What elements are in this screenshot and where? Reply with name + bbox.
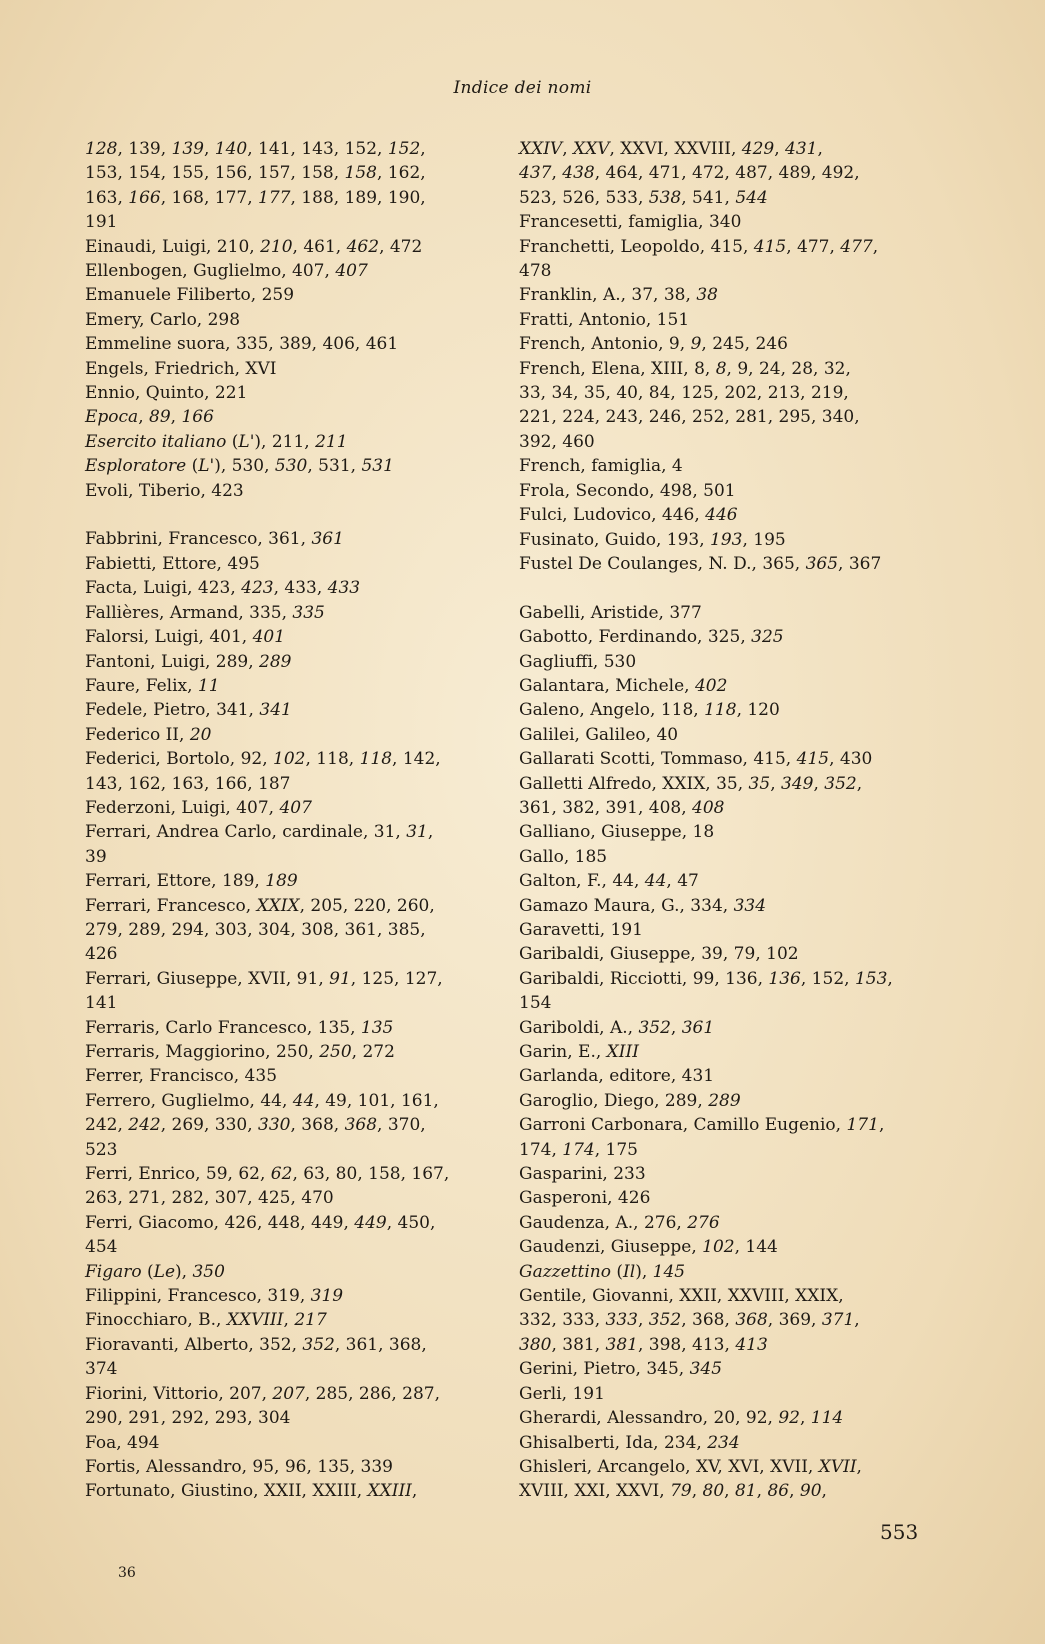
index-entry [85, 1284, 505, 1308]
section-gap [85, 503, 505, 527]
index-entry-line: 332, 333, 333, 352, 368, 368, 369, 371, [519, 1310, 860, 1331]
index-entry-line: Epoca, 89, 166 [85, 407, 214, 428]
index-entry-line: Finocchiaro, B., XXVIII, 217 [85, 1310, 327, 1331]
index-entry-line: Figaro (Le), 350 [85, 1261, 225, 1282]
index-entry-line: Ferraris, Carlo Francesco, 135, 135 [85, 1017, 394, 1038]
index-entry-line: Fallières, Armand, 335, 335 [85, 602, 325, 623]
index-entry-line: 478 [519, 261, 552, 282]
index-entry-line: Ennio, Quinto, 221 [85, 383, 248, 404]
index-entry-line: 523, 526, 533, 538, 541, 544 [519, 187, 768, 208]
index-entry-line: Fortis, Alessandro, 95, 96, 135, 339 [85, 1456, 393, 1477]
index-entry-line: Garroni Carbonara, Camillo Eugenio, 171, [519, 1115, 885, 1136]
index-entry [519, 1040, 939, 1064]
index-entry-line: Gabotto, Ferdinando, 325, 325 [519, 627, 784, 648]
index-entry-line: 380, 381, 381, 398, 413, 413 [519, 1334, 768, 1355]
index-entry-line: 523 [85, 1139, 118, 1160]
index-entry-line: Fedele, Pietro, 341, 341 [85, 700, 292, 721]
index-entry-line: Gerli, 191 [519, 1383, 605, 1404]
index-entry-line: 454 [85, 1237, 118, 1258]
index-entry [519, 845, 939, 869]
section-gap [519, 576, 939, 600]
index-entry [85, 357, 505, 381]
index-entry [85, 894, 505, 967]
index-entry [85, 1308, 505, 1332]
index-entry-line: 361, 382, 391, 408, 408 [519, 797, 725, 818]
index-entry-line: Gerini, Pietro, 345, 345 [519, 1359, 723, 1380]
index-entry-line: 426 [85, 944, 118, 965]
index-entry-line: 141 [85, 993, 118, 1014]
index-entry-line: Galton, F., 44, 44, 47 [519, 871, 699, 892]
index-entry-line: Ghisalberti, Ida, 234, 234 [519, 1432, 740, 1453]
index-entry-line: Ferrer, Francisco, 435 [85, 1066, 278, 1087]
index-entry [519, 283, 939, 307]
index-entry-line: Foa, 494 [85, 1432, 160, 1453]
index-entry [85, 1455, 505, 1479]
index-entry [85, 869, 505, 893]
index-entry-line: Gherardi, Alessandro, 20, 92, 92, 114 [519, 1408, 844, 1429]
index-column-left [85, 137, 505, 1504]
index-entry-line: Emanuele Filiberto, 259 [85, 285, 295, 306]
index-entry [519, 308, 939, 332]
index-entry-line: 191 [85, 212, 118, 233]
page-number: 553 [880, 1520, 919, 1544]
index-entry-line: Filippini, Francesco, 319, 319 [85, 1286, 344, 1307]
index-entry-line: Garavetti, 191 [519, 919, 643, 940]
index-entry-line: Falorsi, Luigi, 401, 401 [85, 627, 286, 648]
index-entry [85, 576, 505, 600]
index-entry [85, 625, 505, 649]
index-entry [519, 137, 939, 210]
index-entry [85, 1382, 505, 1431]
index-entry-line: French, Elena, XIII, 8, 8, 9, 24, 28, 32, [519, 358, 851, 379]
index-entry [519, 528, 939, 552]
index-entry [85, 1064, 505, 1088]
index-entry [85, 235, 505, 259]
index-entry-line: Franklin, A., 37, 38, 38 [519, 285, 718, 306]
index-entry [519, 1406, 939, 1430]
index-entry-line: Gaudenza, A., 276, 276 [519, 1212, 720, 1233]
index-entry-line: Franchetti, Leopoldo, 415, 415, 477, 477, [519, 236, 879, 257]
index-entry-line: Gasparini, 233 [519, 1164, 646, 1185]
index-entry-line: Gariboldi, A., 352, 361 [519, 1017, 715, 1038]
index-entry-line: Ferrero, Guglielmo, 44, 44, 49, 101, 161, [85, 1090, 439, 1111]
index-entry-line: 263, 271, 282, 307, 425, 470 [85, 1188, 334, 1209]
index-entry-line: 33, 34, 35, 40, 84, 125, 202, 213, 219, [519, 383, 849, 404]
index-entry-line: 392, 460 [519, 431, 595, 452]
index-entry [85, 552, 505, 576]
signature-mark: 36 [118, 1565, 136, 1581]
index-entry [519, 1162, 939, 1186]
index-entry-line: 290, 291, 292, 293, 304 [85, 1408, 291, 1429]
index-entry-line: Ferrari, Andrea Carlo, cardinale, 31, 31, [85, 822, 434, 843]
index-entry-line: Gasperoni, 426 [519, 1188, 651, 1209]
index-entry-line: 39 [85, 846, 107, 867]
index-entry [519, 942, 939, 966]
index-entry-line: Gallo, 185 [519, 846, 608, 867]
index-entry [85, 1089, 505, 1162]
index-entry-line: Fortunato, Giustino, XXII, XXIII, XXIII, [85, 1481, 418, 1502]
index-entry [85, 796, 505, 820]
index-entry [85, 1431, 505, 1455]
index-entry [519, 1211, 939, 1235]
index-entry-line: 128, 139, 139, 140, 141, 143, 152, 152, [85, 139, 426, 159]
index-entry-line: Gallarati Scotti, Tommaso, 415, 415, 430 [519, 749, 873, 770]
index-entry-line: Fioravanti, Alberto, 352, 352, 361, 368, [85, 1334, 427, 1355]
index-entry [519, 698, 939, 722]
index-entry-line: Federzoni, Luigi, 407, 407 [85, 797, 312, 818]
index-entry-line: Federico II, 20 [85, 724, 212, 745]
index-column-right [519, 137, 939, 1504]
index-entry-line: 153, 154, 155, 156, 157, 158, 158, 162, [85, 163, 426, 184]
index-entry [85, 1260, 505, 1284]
index-entry [519, 479, 939, 503]
index-entry-line: Ferri, Enrico, 59, 62, 62, 63, 80, 158, 167, [85, 1164, 450, 1185]
index-entry-line: Garlanda, editore, 431 [519, 1066, 715, 1087]
index-entry [519, 332, 939, 356]
index-entry [85, 259, 505, 283]
index-entry [85, 454, 505, 478]
index-entry-line: XXIV, XXV, XXVI, XXVIII, 429, 431, [519, 139, 823, 159]
index-entry-line: 242, 242, 269, 330, 330, 368, 368, 370, [85, 1115, 426, 1136]
index-entry-line: Galliano, Giuseppe, 18 [519, 822, 715, 843]
index-entry-line: Fusinato, Guido, 193, 193, 195 [519, 529, 786, 550]
index-entry [519, 1186, 939, 1210]
index-entry [519, 552, 939, 576]
index-entry [85, 698, 505, 722]
index-entry-line: Galletti Alfredo, XXIX, 35, 35, 349, 352, [519, 773, 863, 794]
index-entry-line: Ferri, Giacomo, 426, 448, 449, 449, 450, [85, 1212, 436, 1233]
index-entry-line: Faure, Felix, 11 [85, 675, 220, 696]
index-entry-line: Facta, Luigi, 423, 423, 433, 433 [85, 578, 361, 599]
running-header: Indice dei nomi [453, 78, 592, 98]
index-entry-line: Fabietti, Ettore, 495 [85, 553, 260, 574]
index-entry [519, 601, 939, 625]
index-entry-line: Gentile, Giovanni, XXII, XXVIII, XXIX, [519, 1286, 844, 1307]
index-entry-line: Gamazo Maura, G., 334, 334 [519, 895, 767, 916]
index-entry-line: Ferraris, Maggiorino, 250, 250, 272 [85, 1042, 395, 1063]
index-entry [85, 650, 505, 674]
index-entry [85, 1162, 505, 1211]
index-entry-line: Emery, Carlo, 298 [85, 309, 241, 330]
index-entry [85, 674, 505, 698]
index-entry [85, 1016, 505, 1040]
index-entry-line: Fiorini, Vittorio, 207, 207, 285, 286, 287, [85, 1383, 441, 1404]
index-entry-line: Engels, Friedrich, XVI [85, 358, 277, 379]
index-entry [85, 1479, 505, 1503]
index-entry-line: 221, 224, 243, 246, 252, 281, 295, 340, [519, 407, 860, 428]
index-entry-line: Gabelli, Aristide, 377 [519, 602, 702, 623]
index-entry [519, 650, 939, 674]
index-entry [85, 1333, 505, 1382]
index-entry-line: 374 [85, 1359, 118, 1380]
index-entry [519, 869, 939, 893]
index-entry [519, 1284, 939, 1357]
index-entry [519, 894, 939, 918]
index-entry-line: Galeno, Angelo, 118, 118, 120 [519, 700, 780, 721]
index-entry [519, 674, 939, 698]
index-entry [85, 283, 505, 307]
index-entry [85, 405, 505, 429]
index-entry-line: Garibaldi, Ricciotti, 99, 136, 136, 152, 153, [519, 968, 893, 989]
index-entry [519, 625, 939, 649]
index-entry [519, 1357, 939, 1381]
index-entry-line: Fustel De Coulanges, N. D., 365, 365, 367 [519, 553, 882, 574]
index-entry-line: Esercito italiano (L'), 211, 211 [85, 431, 348, 452]
index-entry-line: Einaudi, Luigi, 210, 210, 461, 462, 472 [85, 236, 423, 257]
index-entry [85, 332, 505, 356]
index-entry-line: 279, 289, 294, 303, 304, 308, 361, 385, [85, 919, 426, 940]
index-entry [519, 1064, 939, 1088]
index-entry [519, 1431, 939, 1455]
index-entry-line: Ghisleri, Arcangelo, XV, XVI, XVII, XVII, [519, 1456, 862, 1477]
index-entry-line: Galilei, Galileo, 40 [519, 724, 679, 745]
index-entry [519, 820, 939, 844]
index-entry [519, 772, 939, 821]
index-entry [85, 137, 505, 235]
index-entry [85, 747, 505, 796]
index-entry-line: 174, 174, 175 [519, 1139, 638, 1160]
index-entry-line: Ferrari, Ettore, 189, 189 [85, 871, 298, 892]
index-entry-line: Fulci, Ludovico, 446, 446 [519, 505, 738, 526]
index-entry-line: Esploratore (L'), 530, 530, 531, 531 [85, 456, 394, 477]
index-entry-line: Gazzettino (Il), 145 [519, 1261, 686, 1282]
index-entry-line: Evoli, Tiberio, 423 [85, 480, 244, 501]
index-entry [519, 1016, 939, 1040]
index-entry [519, 454, 939, 478]
index-entry [519, 503, 939, 527]
index-entry-line: XVIII, XXI, XXVI, 79, 80, 81, 86, 90, [519, 1481, 827, 1502]
index-entry [519, 1455, 939, 1504]
index-entry [519, 210, 939, 234]
index-entry-line: Galantara, Michele, 402 [519, 675, 728, 696]
index-entry-line: Garibaldi, Giuseppe, 39, 79, 102 [519, 944, 799, 965]
index-entry [519, 1382, 939, 1406]
index-entry-line: French, Antonio, 9, 9, 245, 246 [519, 334, 788, 355]
index-entry [519, 1113, 939, 1162]
index-entry [85, 308, 505, 332]
index-entry-line: 163, 166, 168, 177, 177, 188, 189, 190, [85, 187, 426, 208]
index-entry-line: Frola, Secondo, 498, 501 [519, 480, 736, 501]
index-entry-line: Emmeline suora, 335, 389, 406, 461 [85, 334, 399, 355]
index-entry-line: Garin, E., XIII [519, 1042, 639, 1063]
index-entry-line: Gagliuffi, 530 [519, 651, 637, 672]
index-entry [85, 601, 505, 625]
index-entry-line: Fabbrini, Francesco, 361, 361 [85, 529, 344, 550]
index-entry [85, 1040, 505, 1064]
index-entry [85, 820, 505, 869]
index-entry [85, 381, 505, 405]
index-entry-line: Francesetti, famiglia, 340 [519, 212, 742, 233]
index-entry-line: Fratti, Antonio, 151 [519, 309, 690, 330]
index-entry [85, 430, 505, 454]
index-entry [519, 235, 939, 284]
index-entry [519, 967, 939, 1016]
index-entry-line: Garoglio, Diego, 289, 289 [519, 1090, 741, 1111]
index-entry [519, 723, 939, 747]
index-entry-line: Ellenbogen, Guglielmo, 407, 407 [85, 261, 368, 282]
index-entry [519, 357, 939, 455]
index-entry-line: French, famiglia, 4 [519, 456, 683, 477]
index-entry [519, 1089, 939, 1113]
index-entry [519, 918, 939, 942]
index-entry-line: 154 [519, 993, 552, 1014]
index-entry [85, 967, 505, 1016]
index-entry-line: Federici, Bortolo, 92, 102, 118, 118, 142, [85, 749, 441, 770]
index-entry-line: Fantoni, Luigi, 289, 289 [85, 651, 292, 672]
index-entry [519, 1260, 939, 1284]
index-entry [85, 1211, 505, 1260]
index-entry-line: Ferrari, Francesco, XXIX, 205, 220, 260, [85, 895, 435, 916]
index-entry-line: Gaudenzi, Giuseppe, 102, 144 [519, 1237, 778, 1258]
index-entry-line: 143, 162, 163, 166, 187 [85, 773, 291, 794]
index-entry [519, 1235, 939, 1259]
index-entry [85, 723, 505, 747]
index-entry [85, 527, 505, 551]
index-entry-line: 437, 438, 464, 471, 472, 487, 489, 492, [519, 163, 860, 184]
index-entry [85, 479, 505, 503]
index-entry-line: Ferrari, Giuseppe, XVII, 91, 91, 125, 127, [85, 968, 443, 989]
index-entry [519, 747, 939, 771]
